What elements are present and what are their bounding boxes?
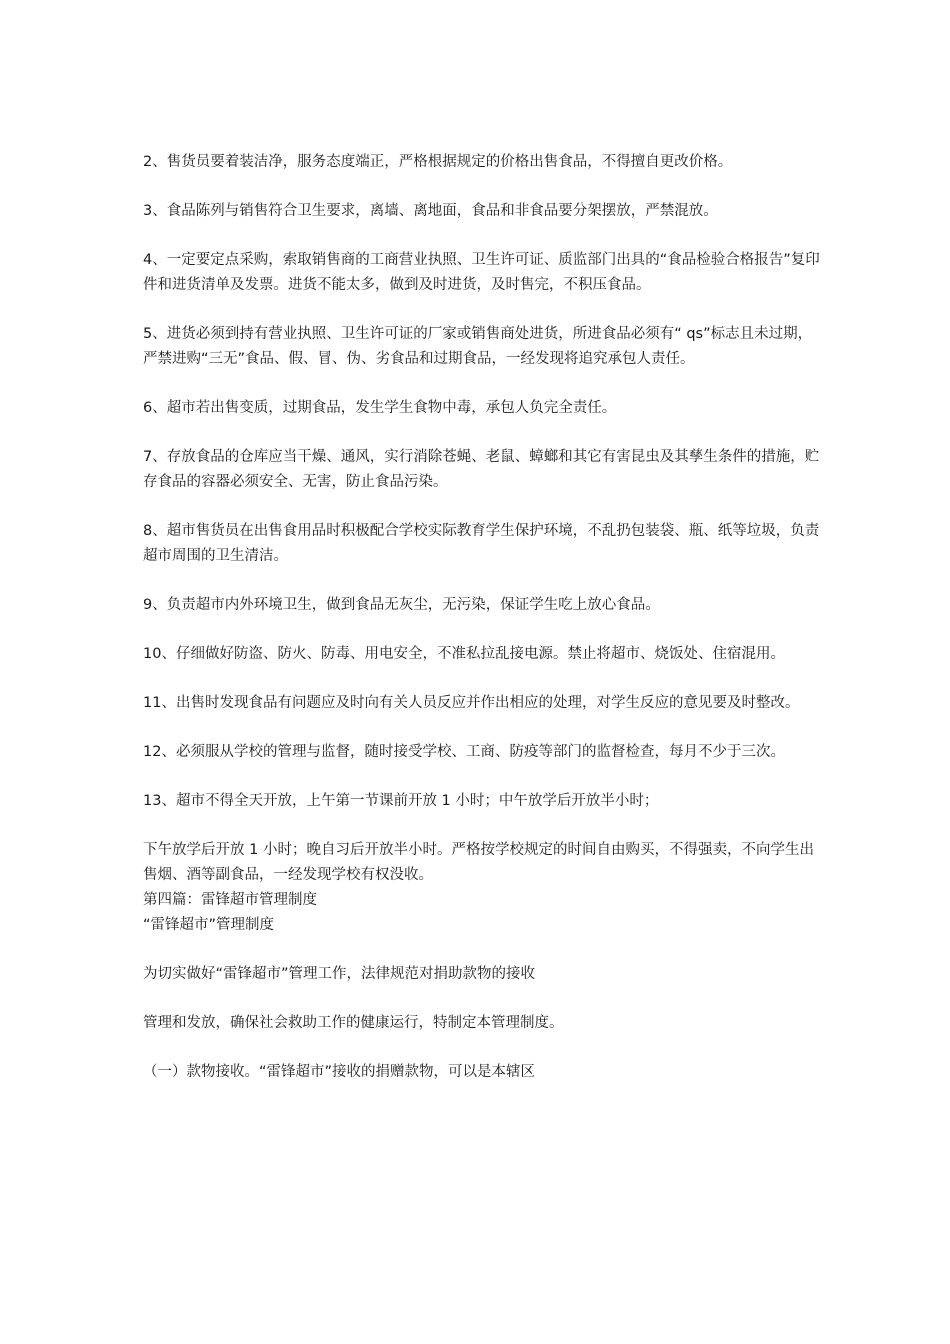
paragraph-item-8: 8、超市售货员在出售食用品时积极配合学校实际教育学生保护环境，不乱扔包装袋、瓶、纸等垃圾，负责超市周围的卫生清洁。 — [143, 523, 820, 564]
paragraph-item-9: 9、负责超市内外环境卫生，做到食品无灰尘，无污染，保证学生吃上放心食品。 — [143, 597, 660, 613]
paragraph-item-6: 6、超市若出售变质，过期食品，发生学生食物中毒，承包人负完全责任。 — [143, 400, 617, 416]
paragraph-item-5: 5、进货必须到持有营业执照、卫生许可证的厂家或销售商处进货，所进食品必须有“ qs”标志且未过期，严禁进购“三无”食品、假、冒、伪、劣食品和过期食品，一经发现将追究承包人责任。 — [143, 326, 813, 367]
paragraph-item-11: 11、出售时发现食品有问题应及时向有关人员反应并作出相应的处理，对学生反应的意见要及时整改。 — [143, 695, 800, 711]
paragraph-item-13-continued: 下午放学后开放 1 小时；晚自习后开放半小时。严格按学校规定的时间自由购买，不得强卖，不向学生出售烟、酒等副食品，一经发现学校有权没收。 — [143, 842, 814, 883]
paragraph-item-13: 13、超市不得全天开放，上午第一节课前开放 1 小时；中午放学后开放半小时； — [143, 793, 659, 809]
document-title: “雷锋超市”管理制度 — [143, 917, 275, 933]
paragraph-item-12: 12、必须服从学校的管理与监督，随时接受学校、工商、防疫等部门的监督检查，每月不少于三次。 — [143, 744, 785, 760]
paragraph-item-2: 2、售货员要着装洁净，服务态度端正，严格根据规定的价格出售食品，不得擅自更改价格。 — [143, 154, 733, 170]
paragraph-item-3: 3、食品陈列与销售符合卫生要求，离墙、离地面，食品和非食品要分架摆放，严禁混放。 — [143, 203, 718, 219]
document-page — [143, 150, 823, 1109]
section-heading: 第四篇：雷锋超市管理制度 — [143, 892, 317, 908]
intro-paragraph-line-2: 管理和发放，确保社会救助工作的健康运行，特制定本管理制度。 — [143, 1015, 564, 1031]
clause-1-paragraph: （一）款物接收。“雷锋超市”接收的捐赠款物，可以是本辖区 — [143, 1064, 536, 1080]
paragraph-item-10: 10、仔细做好防盗、防火、防毒、用电安全，不准私拉乱接电源。禁止将超市、烧饭处、住宿混用。 — [143, 646, 785, 662]
intro-paragraph-line-1: 为切实做好“雷锋超市”管理工作，法律规范对捐助款物的接收 — [143, 966, 536, 982]
paragraph-item-7: 7、存放食品的仓库应当干燥、通风，实行消除苍蝇、老鼠、蟑螂和其它有害昆虫及其孳生条件的措施，贮存食品的容器必须安全、无害，防止食品污染。 — [143, 449, 820, 490]
paragraph-item-4: 4、一定要定点采购，索取销售商的工商营业执照、卫生许可证、质监部门出具的“食品检验合格报告”复印件和进货清单及发票。进货不能太多，做到及时进货，及时售完，不积压食品。 — [143, 252, 820, 293]
